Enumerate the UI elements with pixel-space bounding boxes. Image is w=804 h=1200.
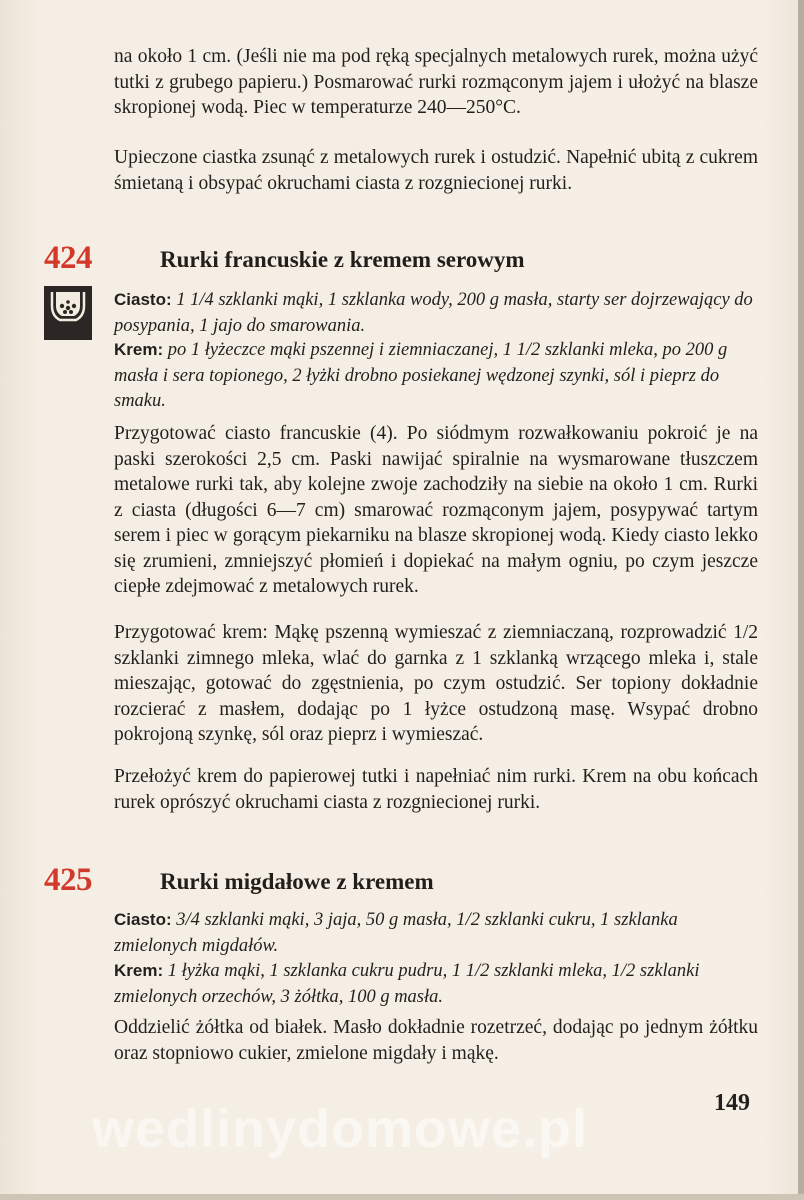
label-krem: Krem:: [114, 961, 164, 980]
recipe-424-paragraph-3: Przełożyć krem do papierowej tutki i napełniać nim rurki. Krem na obu końcach rurek oprószyć okruchami ciasta z rozgniecionej rurki.: [114, 766, 758, 813]
intro-paragraph-2: Upieczone ciastka zsunąć z metalowych rurek i ostudzić. Napełnić ubitą z cukrem śmietaną i obsypać okruchami ciasta z rozgniecionej rurki.: [114, 147, 758, 194]
page-edge-right: [798, 0, 804, 1200]
recipe-424-paragraph-1: Przygotować ciasto francuskie (4). Po siódmym rozwałkowaniu pokroić je na paski szerokości 2,5 cm. Paski nawijać spiralnie na wysmarowane tłuszczem metalowe rurki tak, aby kolejne zwoje zachodziły na siebie na około 1 cm. Rurki z ciasta (długości 6—7 cm) smarować rozmąconym jajem, posypywać tartym serem i piec w gorącym piekarniku na blasze skropionej wodą. Kiedy ciasto lekko się zrumieni, zmniejszyć płomień i dopiekać na małym ogniu, po czym jeszcze ciepłe zdejmować z metalowych rurek.: [114, 423, 758, 597]
recipe-425-paragraph-1: Oddzielić żółtka od białek. Masło dokładnie rozetrzeć, dodając po jednym żółtku oraz stopniowo cukier, zmielone migdały i mąkę.: [114, 1017, 758, 1064]
label-krem: Krem:: [114, 340, 164, 359]
cream-ingredients-text: 1 łyżka mąki, 1 szklanka cukru pudru, 1 1/2 szklanki mleka, 1/2 szklanki zmielonych orzechów, 3 żółtka, 100 g masła.: [114, 961, 700, 1007]
label-ciasto: Ciasto:: [114, 290, 172, 309]
label-ciasto: Ciasto:: [114, 910, 172, 929]
recipe-title-425: Rurki migdałowe z kremem: [160, 869, 434, 894]
page-number: 149: [714, 1090, 750, 1116]
ingredients-cream-424: [114, 337, 758, 415]
ingredients-cream-425: [114, 958, 758, 1010]
ingredients-dough-425: [114, 907, 758, 959]
recipe-number-424: 424: [44, 240, 92, 276]
watermark: wedlinydomowe.pl: [92, 1099, 589, 1159]
dough-ingredients-text: 1 1/4 szklanki mąki, 1 szklanka wody, 200 g masła, starty ser dojrzewający do posypania, 1 jajo do smarowania.: [114, 290, 753, 336]
dough-ingredients-text: 3/4 szklanki mąki, 3 jaja, 50 g masła, 1/2 szklanki cukru, 1 szklanka zmielonych migdałów.: [114, 910, 678, 956]
cream-ingredients-text: po 1 łyżeczce mąki pszennej i ziemniaczanej, 1 1/2 szklanki mleka, po 200 g masła i sera topionego, 2 łyżki drobno posiekanej wędzonej szynki, sól i pieprz do smaku.: [114, 340, 728, 411]
page-edge-bottom: [0, 1194, 804, 1200]
intro-paragraph-1: na około 1 cm. (Jeśli nie ma pod ręką specjalnych metalowych rurek, można użyć tutki z grubego papieru.) Posmarować rurki rozmąconym jajem i ułożyć na blasze skropionej wodą. Piec w temperaturze 240—250°C.: [114, 46, 758, 118]
recipe-title-424: Rurki francuskie z kremem serowym: [160, 247, 525, 272]
ingredients-dough-424: [114, 287, 758, 339]
recipe-number-425: 425: [44, 862, 92, 898]
pastry-tube-icon: [44, 286, 92, 340]
recipe-424-paragraph-2: Przygotować krem: Mąkę pszenną wymieszać z ziemniaczaną, rozprowadzić 1/2 szklanki zimnego mleka, wlać do garnka z 1 szklanką wrzącego mleka i, stale mieszając, gotować do zgęstnienia, po czym ostudzić. Ser topiony dokładnie rozcierać z masłem, dodając po 1 łyżce ostudzoną masę. Wsypać drobno pokrojoną szynkę, sól oraz pieprz i wymieszać.: [114, 622, 758, 745]
